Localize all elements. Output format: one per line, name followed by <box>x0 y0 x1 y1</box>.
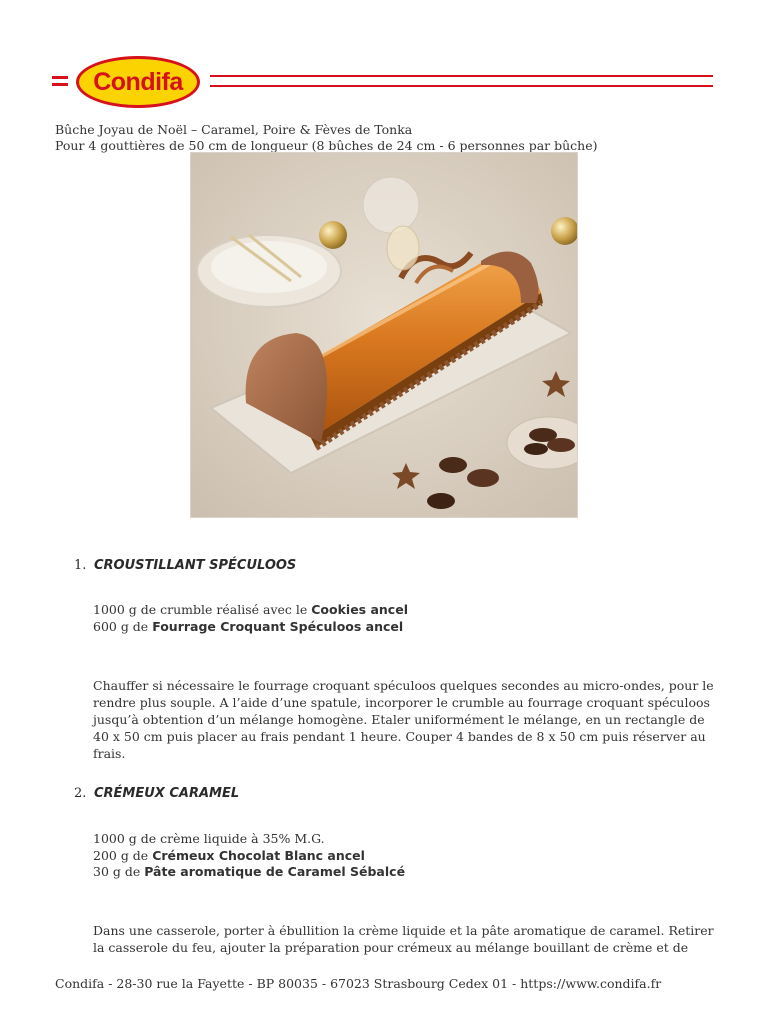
ingredient-item <box>93 864 405 881</box>
yule-log-photo <box>190 152 578 518</box>
section-title: CRÉMEUX CARAMEL <box>94 786 240 801</box>
instructions-2: Dans une casserole, porter à ébullition la crème liquide et la pâte aromatique de caramel. Retirer la casserole du feu, ajouter la préparation pour crémeux au mélange bouillant de crème et de <box>93 923 714 955</box>
header-rule-bottom <box>210 85 713 87</box>
section-heading-2 <box>74 786 239 801</box>
ingredient-item <box>93 831 405 848</box>
ingredient-quantity: 600 g de <box>93 618 153 634</box>
recipe-title: Bûche Joyau de Noël – Caramel, Poire & Fèves de Tonka <box>55 122 413 137</box>
recipe-yield: Pour 4 gouttières de 50 cm de longueur (8 bûches de 24 cm - 6 personnes par bûche) <box>55 137 598 153</box>
logo-dash-top <box>52 76 68 79</box>
yule-log-illustration <box>191 153 578 518</box>
section-number: 2. <box>74 786 87 801</box>
logo-dash-bottom <box>52 83 68 86</box>
page-footer: Condifa - 28-30 rue la Fayette - BP 80035 - 67023 Strasbourg Cedex 01 - https://www.condifa.fr <box>55 976 662 991</box>
page-header <box>0 0 768 115</box>
ingredient-list-1 <box>93 602 408 635</box>
ingredient-item <box>93 848 405 865</box>
section-number: 1. <box>74 558 87 573</box>
ingredient-quantity: 200 g de <box>93 847 153 863</box>
recipe-heading <box>55 122 598 153</box>
ingredient-item <box>93 619 408 636</box>
ingredient-product: Crémeux Chocolat Blanc ancel <box>152 847 365 863</box>
ingredient-list-2 <box>93 831 405 881</box>
section-title: CROUSTILLANT SPÉCULOOS <box>94 558 297 573</box>
ingredient-product: Cookies ancel <box>311 602 408 617</box>
ingredient-item <box>93 602 408 619</box>
condifa-logo[interactable] <box>76 56 200 108</box>
logo-text: Condifa <box>93 67 183 96</box>
ingredient-product: Fourrage Croquant Spéculoos ancel <box>152 618 404 634</box>
ingredient-quantity: 1000 g de crumble réalisé avec le <box>93 602 312 617</box>
ingredient-quantity: 30 g de <box>93 864 145 879</box>
ingredient-quantity: 1000 g de crème liquide à 35% M.G. <box>93 831 325 846</box>
ingredient-product: Pâte aromatique de Caramel Sébalcé <box>144 864 406 879</box>
section-heading-1 <box>74 558 296 573</box>
header-rule-top <box>210 75 713 77</box>
instructions-1: Chauffer si nécessaire le fourrage croquant spéculoos quelques secondes au micro-ondes, pour le rendre plus souple. A l’aide d’une spatule, incorporer le crumble au fourrage croquant spéculoos jusqu’à obtention d’un mélange homogène. Etaler uniformément le mélange, en un rectangle de 40 x 50 cm puis placer au frais pendant 1 heure. Couper 4 bandes de 8 x 50 cm puis réserver au frais. <box>93 678 714 761</box>
